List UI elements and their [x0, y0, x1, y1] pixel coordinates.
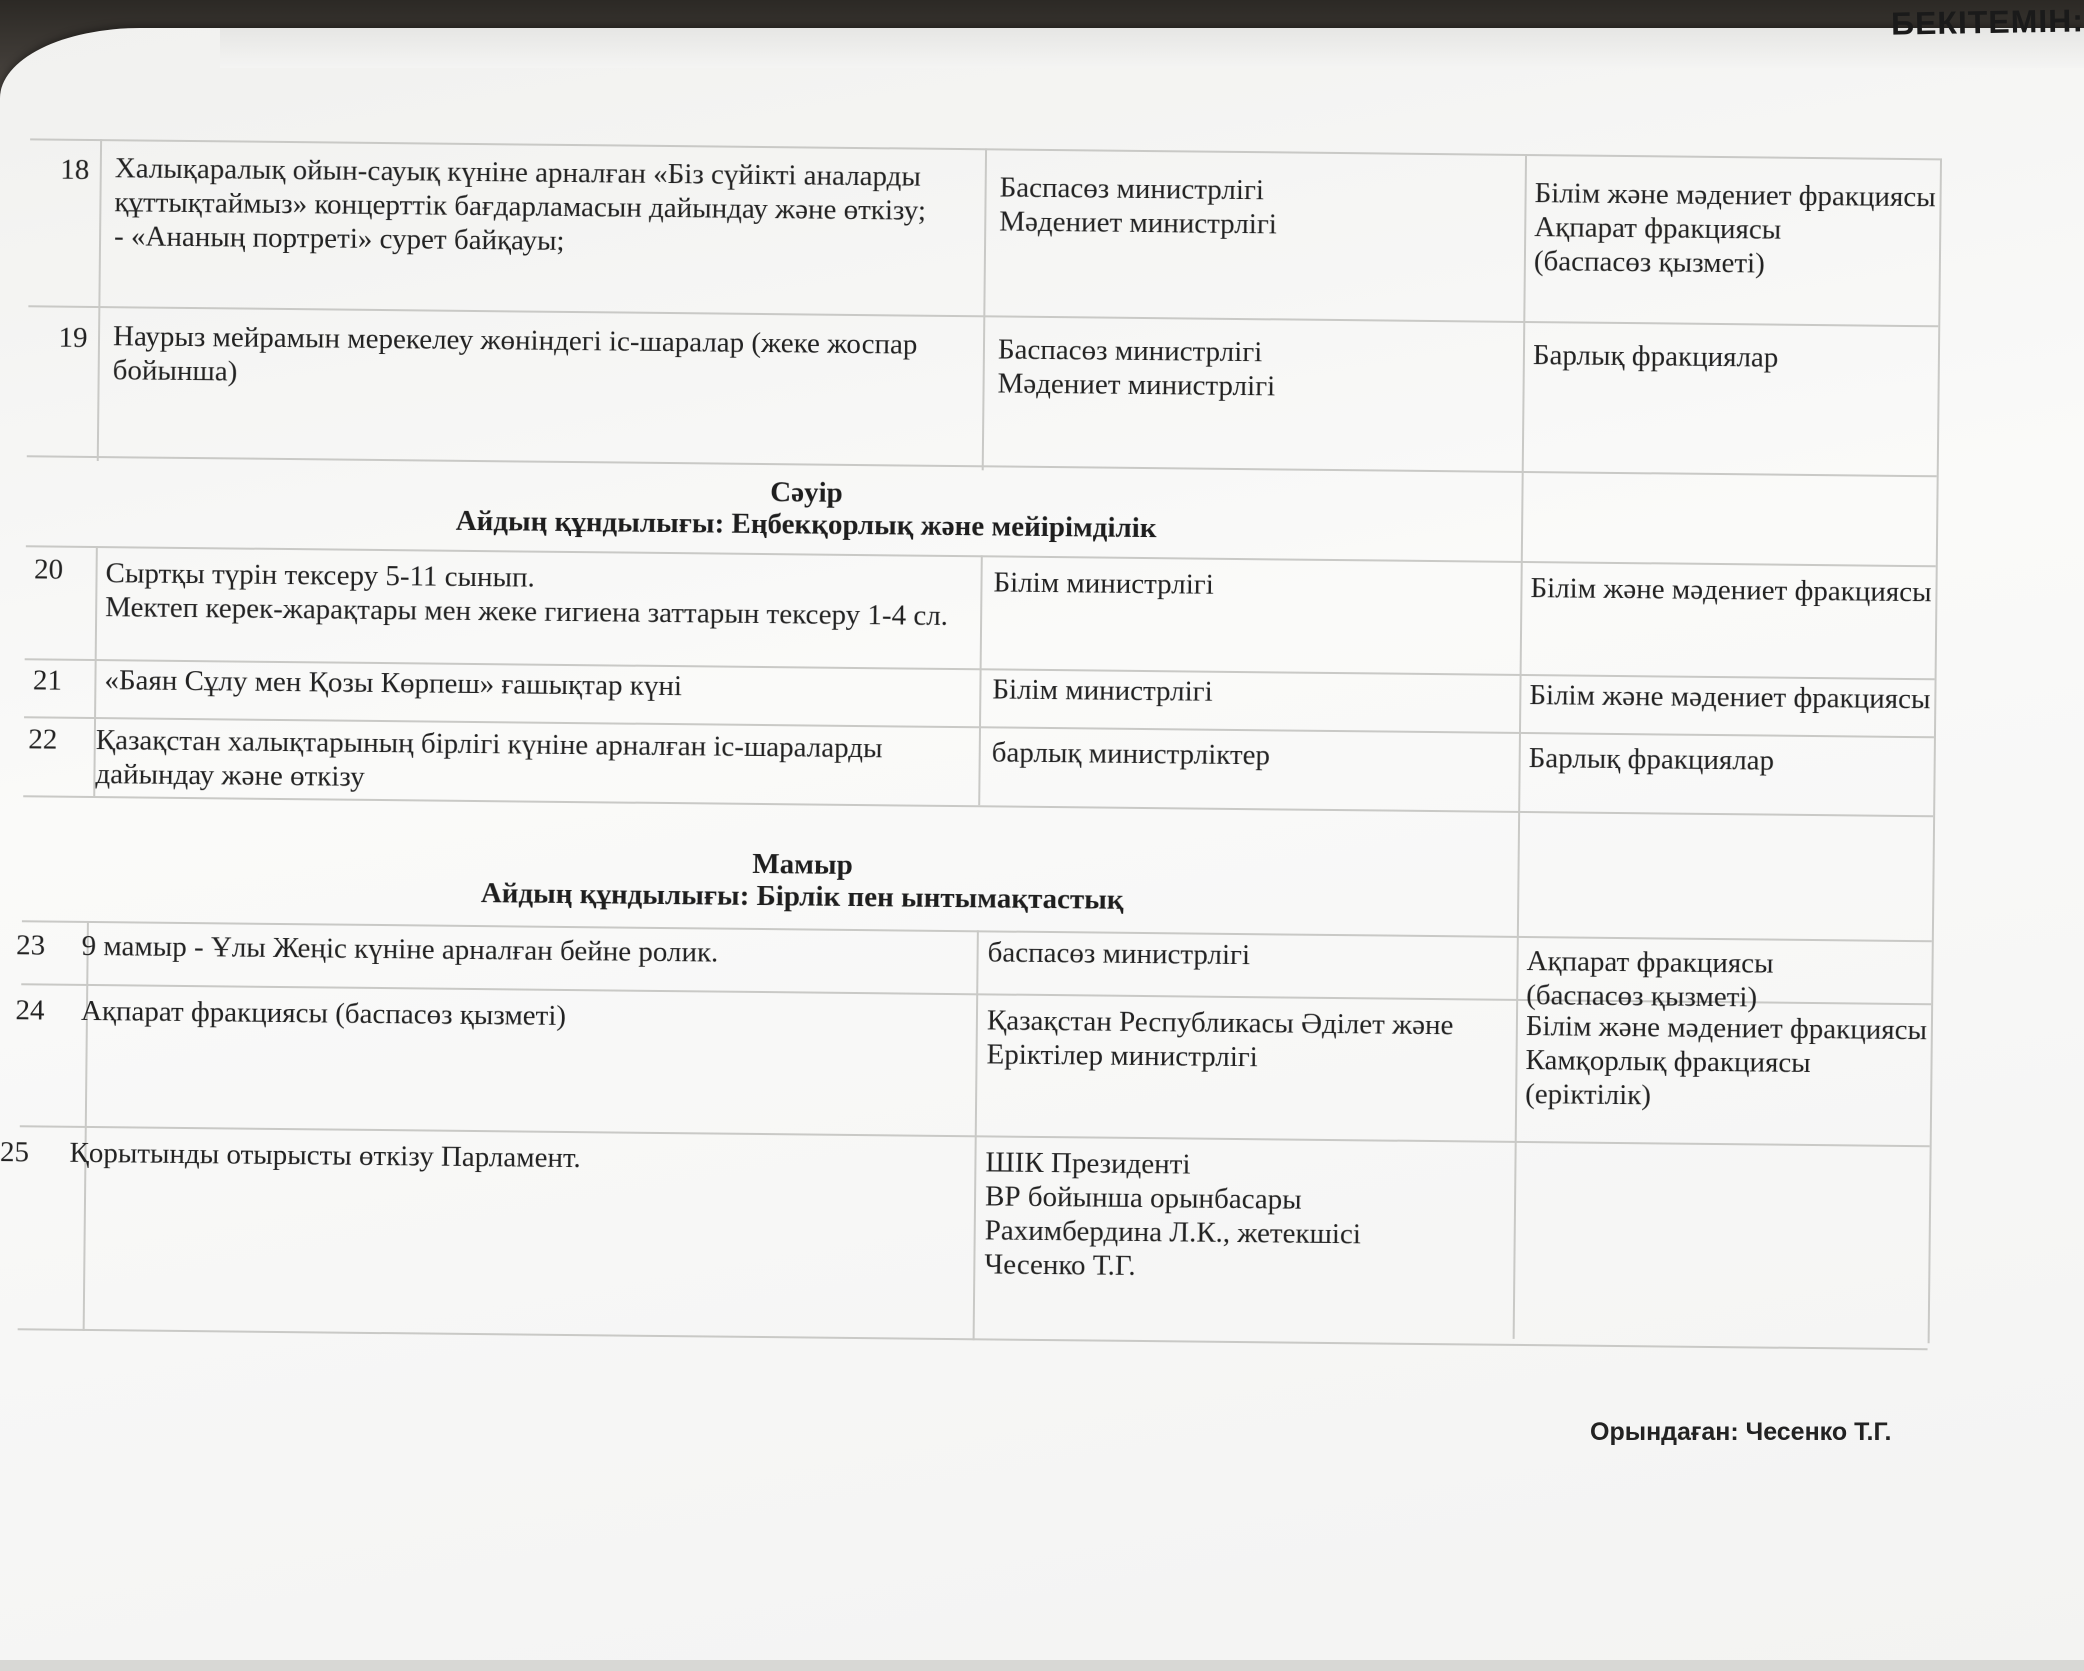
month-name: Сәуір — [770, 476, 843, 509]
row-responsible: баспасөз министрлігі — [987, 936, 1251, 972]
row-responsible: Баспасөз министрлігі Мәдениет министрлігі — [997, 333, 1276, 403]
row-executor — [1525, 1151, 1945, 1155]
row-number: 19 — [58, 321, 88, 354]
row-task: Ақпарат фракциясы (баспасөз қызметі) — [80, 994, 567, 1032]
paper-fold — [220, 28, 2084, 68]
row-responsible: Білім министрлігі — [993, 566, 1214, 601]
row-responsible: Баспасөз министрлігі Мәдениет министрлігі — [999, 171, 1277, 241]
row-executor: Білім және мәдениет фракциясы Ақпарат фракциясы (баспасөз қызметі) — [1533, 177, 1936, 280]
row-responsible: барлық министрліктер — [991, 736, 1271, 772]
row-executor: Білім және мәдениет фракциясы — [1529, 679, 1931, 716]
row-responsible: Қазақстан Республикасы Әділет және Еріктілер министрлігі — [986, 1004, 1454, 1074]
month-header-april — [36, 468, 1577, 548]
row-number: 23 — [16, 929, 46, 962]
executed-by-signature: Орындаған: Чесенко Т.Г. — [1590, 1418, 1892, 1446]
row-number: 20 — [33, 553, 64, 586]
page-bottom-edge — [0, 1660, 2084, 1671]
month-theme: Айдың құндылығы: Бірлік пен ынтымақтастық — [480, 877, 1124, 916]
row-task: Қорытынды отырысты өткізу Парламент. — [69, 1136, 581, 1175]
column-rule — [982, 148, 987, 470]
month-header-may — [32, 840, 1573, 920]
row-executor: Білім және мәдениет фракциясы Камқорлық фракциясы (еріктілік) — [1525, 1010, 1928, 1112]
row-executor: Білім және мәдениет фракциясы — [1530, 572, 1932, 609]
row-number: 22 — [28, 723, 58, 756]
row-number: 25 — [0, 1136, 30, 1169]
row-responsible: Білім министрлігі — [992, 673, 1213, 708]
row-number: 21 — [32, 664, 63, 697]
plan-table — [0, 150, 1970, 1351]
row-task: Халықаралық ойын-сауық күніне арналған «Біз сүйікті аналарды құттықтаймыз» концерттік бағдарламасын дайындау және өткізу; - «Ананың портреті» сурет байқауы; — [113, 152, 927, 257]
column-rule — [978, 555, 982, 805]
row-task: Қазақстан халықтарының бірлігі күніне арналған іс-шараларды дайындау және өткізу — [95, 724, 883, 793]
row-number: 24 — [15, 994, 45, 1027]
row-task: «Баян Сұлу мен Қозы Көрпеш» ғашықтар күні — [104, 664, 683, 703]
row-task: 9 мамыр - Ұлы Жеңіс күніне арналған бейне ролик. — [81, 929, 719, 969]
row-task: Наурыз мейрамын мерекелеу жөніндегі іс-шаралар (жеке жоспар бойынша) — [112, 320, 918, 388]
row-executor: Барлық фракциялар — [1532, 339, 1779, 374]
row-task: Сыртқы түрін тексеру 5-11 сынып. Мектеп керек-жарақтары мен жеке гигиена заттарын тексеру 1-4 сл. — [105, 557, 949, 632]
row-number: 18 — [60, 153, 90, 186]
row-responsible: ШІК Президенті ВР бойынша орынбасары Рахимбердина Л.К., жетекшісі Чесенко Т.Г. — [984, 1146, 1362, 1282]
column-rule — [1513, 154, 1527, 1339]
month-theme: Айдың құндылығы: Еңбекқорлық және мейірімділік — [455, 504, 1157, 545]
row-executor: Ақпарат фракциясы (баспасөз қызметі) — [1526, 945, 1774, 1014]
month-name: Мамыр — [752, 847, 853, 881]
row-executor: Барлық фракциялар — [1528, 742, 1775, 777]
approve-heading: БЕКІТЕМІН: — [1890, 2, 2084, 42]
column-rule — [97, 139, 102, 461]
